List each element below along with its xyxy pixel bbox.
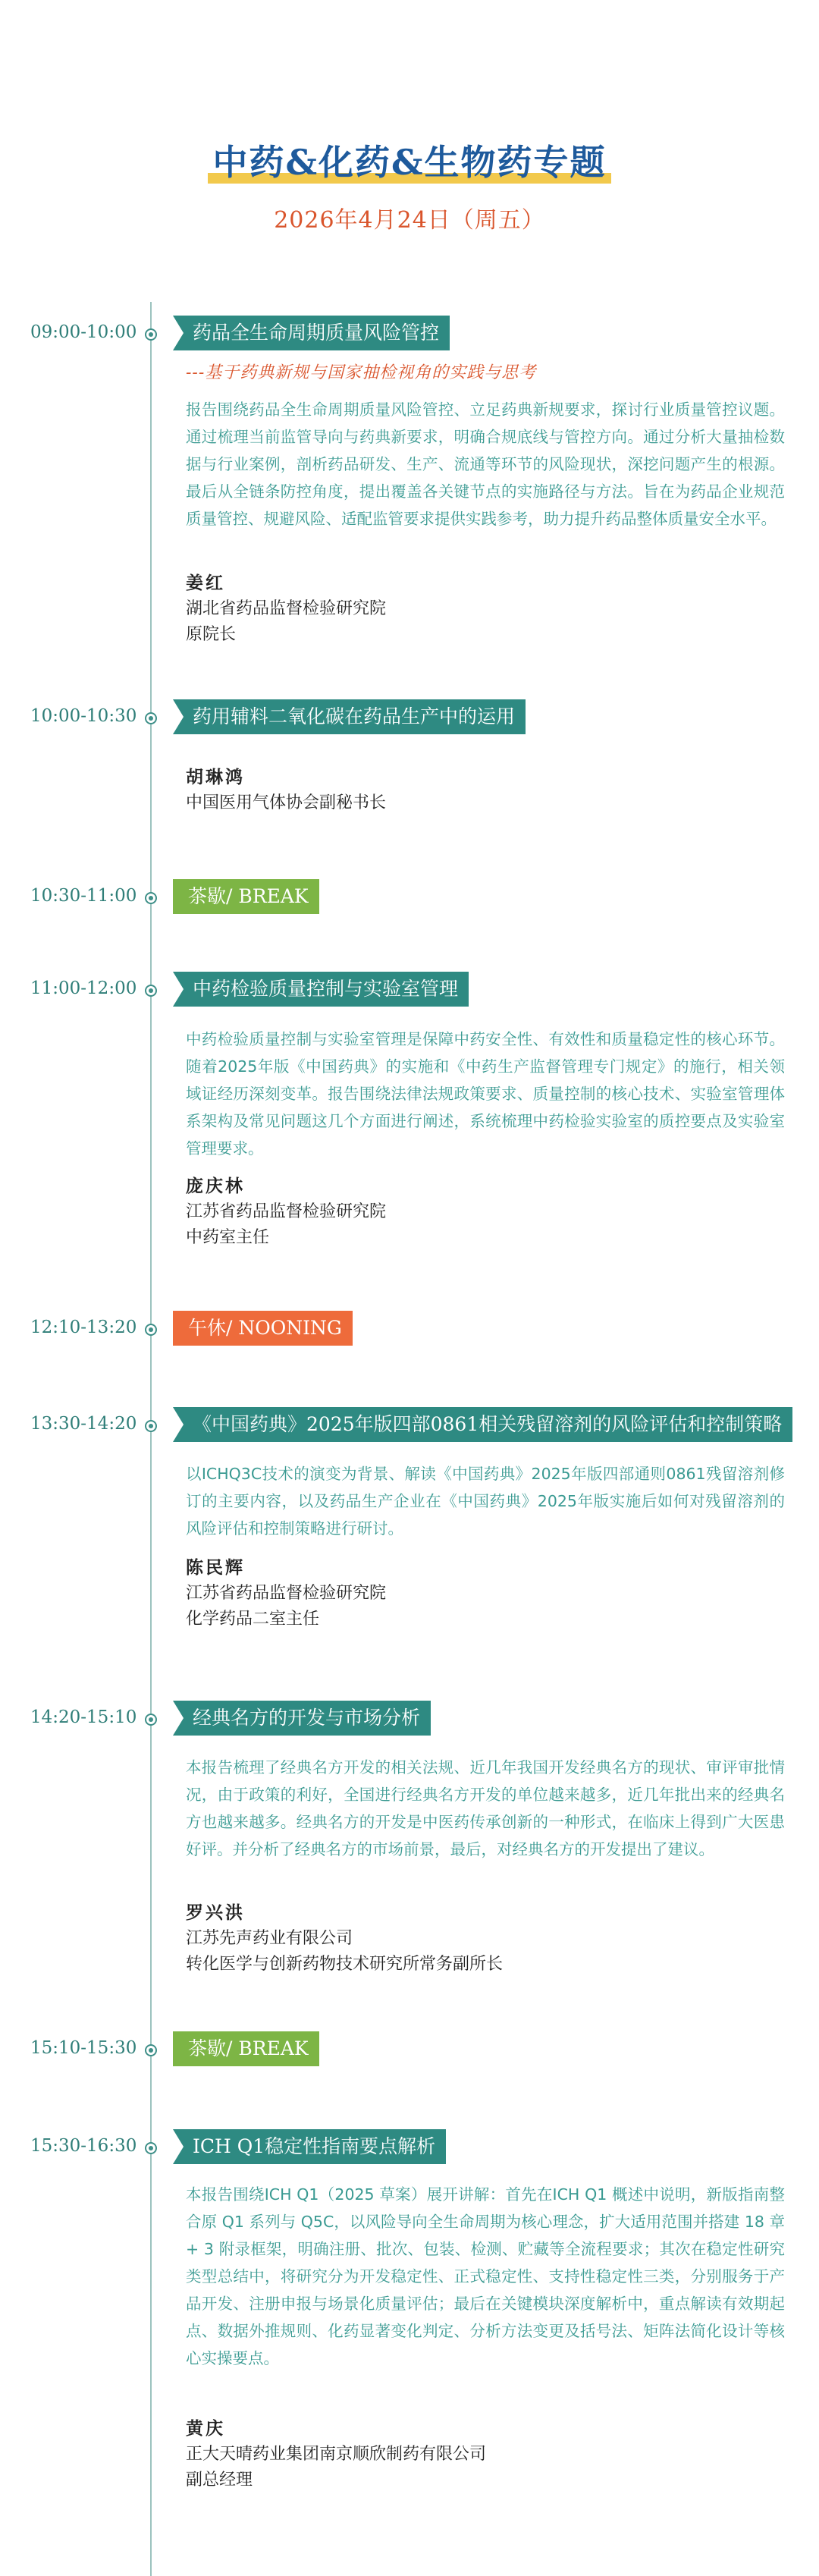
speaker-title: 原院长: [186, 625, 237, 644]
speaker-name: 姜红: [186, 573, 225, 593]
speaker-block: [186, 1900, 792, 1978]
timeline-dot: [145, 1420, 157, 1432]
break-tag: 茶歇/ BREAK: [173, 879, 319, 914]
session-time: 15:10-15:30: [30, 2038, 137, 2058]
speaker-name: 罗兴洪: [186, 1902, 245, 1923]
speaker-name: 庞庆林: [186, 1176, 245, 1196]
speaker-org: 江苏省药品监督检验研究院: [186, 1584, 387, 1603]
timeline-dot: [145, 328, 157, 341]
timeline-dot: [145, 892, 157, 904]
speaker-block: [186, 1555, 792, 1632]
session-time: 12:10-13:20: [30, 1318, 137, 1337]
speaker-title: 中药室主任: [186, 1228, 270, 1247]
session-topic: 药用辅料二氧化碳在药品生产中的运用: [173, 699, 526, 734]
timeline-dot: [145, 1714, 157, 1726]
speaker-org: 正大天晴药业集团南京顺欣制药有限公司: [186, 2445, 487, 2464]
timeline-dot: [145, 2044, 157, 2056]
session-description: 本报告围绕ICH Q1（2025 草案）展开讲解：首先在ICH Q1 概述中说明，新版指南整合原 Q1 系列与 Q5C，以风险导向全生命周期为核心理念，扩大适用范围并搭建 18 章 + 3 附录框架，明确注册、批次、包装、检测、贮藏等全流程要求；其次在稳定性研究类型总结中，将研究分为开发稳定性、正式稳定性、支持性稳定性三类，分别服务于产品开发、注册申报与场景化质量评估；最后在关键模块深度解析中，重点解读有效期起点、数据外推规则、化药显著变化判定、分析方法变更及括号法、矩阵法简化设计等核心实操要点。: [186, 2185, 785, 2367]
break-tag: 茶歇/ BREAK: [173, 2031, 319, 2066]
speaker-org: 江苏省药品监督检验研究院: [186, 1202, 387, 1221]
timeline-dot: [145, 985, 157, 997]
timeline-dot: [145, 1324, 157, 1336]
page-title: 中药&化药&生物药专题: [208, 135, 610, 185]
speaker-title: 化学药品二室主任: [186, 1610, 320, 1629]
session-time: 10:30-11:00: [30, 886, 137, 906]
speaker-org: 湖北省药品监督检验研究院: [186, 599, 387, 618]
session-topic: 《中国药典》2025年版四部0861相关残留溶剂的风险评估和控制策略: [173, 1407, 792, 1442]
session-description: 以ICHQ3C技术的演变为背景、解读《中国药典》2025年版四部通则0861残留溶剂修订的主要内容，以及药品生产企业在《中国药典》2025年版实施后如何对残留溶剂的风险评估和控制策略进行研讨。: [186, 1465, 785, 1538]
speaker-block: [186, 2416, 792, 2493]
session-time: 11:00-12:00: [30, 979, 137, 998]
noon-tag: 午休/ NOONING: [173, 1311, 353, 1346]
header: [0, 0, 819, 250]
timeline-line: [150, 302, 152, 2576]
session-time: 09:00-10:00: [30, 322, 137, 342]
session-time: 15:30-16:30: [30, 2136, 137, 2156]
session-topic: 经典名方的开发与市场分析: [173, 1701, 431, 1736]
session-time: 14:20-15:10: [30, 1707, 137, 1727]
speaker-title: 副总经理: [186, 2471, 253, 2490]
session-topic: 药品全生命周期质量风险管控: [173, 316, 450, 350]
speaker-block: [186, 570, 792, 648]
timeline-dot: [145, 2142, 157, 2154]
session-description: 报告围绕药品全生命周期质量风险管控、立足药典新规要求，探讨行业质量管控议题。通过梳理当前监管导向与药典新要求，明确合规底线与管控方向。通过分析大量抽检数据与行业案例，剖析药品研发、生产、流通等环节的风险现状，深挖问题产生的根源。最后从全链条防控角度，提出覆盖各关键节点的实施路径与方法。旨在为药品企业规范质量管控、规避风险、适配监管要求提供实践参考，助力提升药品整体质量安全水平。: [186, 401, 785, 528]
event-date: 2026年4月24日（周五）: [274, 207, 545, 234]
session-topic: 中药检验质量控制与实验室管理: [173, 972, 469, 1007]
session-description: 中药检验质量控制与实验室管理是保障中药安全性、有效性和质量稳定性的核心环节。随着2025年版《中国药典》的实施和《中药生产监督管理专门规定》的施行，相关领域证经历深刻变革。报告围绕法律法规政策要求、质量控制的核心技术、实验室管理体系架构及常见问题这几个方面进行阐述，系统梳理中药检验实验室的质控要点及实验室管理要求。: [186, 1030, 785, 1158]
title-wrap: [0, 135, 819, 185]
speaker-org: 江苏先声药业有限公司: [186, 1929, 353, 1948]
speaker-name: 陈民辉: [186, 1557, 245, 1578]
timeline-dot: [145, 712, 157, 724]
session-topic: ICH Q1稳定性指南要点解析: [173, 2129, 446, 2164]
speaker-name: 胡琳鸿: [186, 767, 245, 787]
session-subtitle: ---基于药典新规与国家抽检视角的实践与思考: [186, 363, 537, 382]
speaker-title: 转化医学与创新药物技术研究所常务副所长: [186, 1955, 504, 1974]
speaker-block: [186, 1173, 792, 1251]
session-time: 13:30-14:20: [30, 1414, 137, 1434]
speaker-block: [186, 765, 792, 816]
speaker-org: 中国医用气体协会副秘书长: [186, 793, 387, 812]
session-time: 10:00-10:30: [30, 706, 137, 726]
session-description: 本报告梳理了经典名方开发的相关法规、近几年我国开发经典名方的现状、审评审批情况，由于政策的利好，全国进行经典名方开发的单位越来越多，近几年批出来的经典名方也越来越多。经典名方的开发是中医药传承创新的一种形式，在临床上得到广大医患好评。并分析了经典名方的市场前景，最后，对经典名方的开发提出了建议。: [186, 1758, 785, 1858]
speaker-name: 黄庆: [186, 2418, 225, 2439]
